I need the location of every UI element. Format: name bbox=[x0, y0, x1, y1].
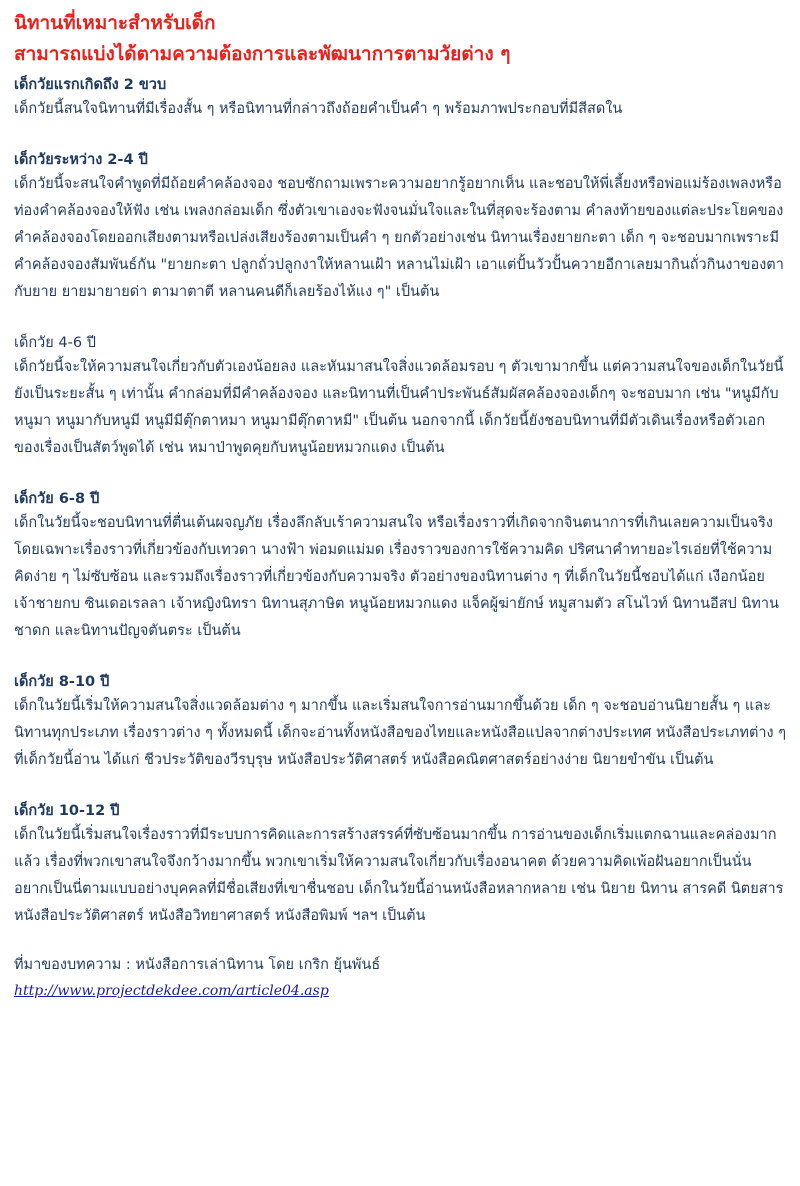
section-heading: เด็กวัย 6-8 ปี bbox=[14, 491, 100, 507]
section-text: เด็กในวัยนี้เริ่มสนใจเรื่องราวที่มีระบบการคิดและการสร้างสรรค์ที่ซับซ้อนมากขึ้น การอ่านของเด็กเริ่มแตกฉานและคล่องมากแล้ว เรื่องที่พวกเขาสนใจจึงกว้างมากขึ้น พวกเขาเริ่มให้ความสนใจเกี่ยวกับเรื่องอนาคต ด้วยความคิดเพ้อฝันอยากเป็นนั่น อยากเป็นนี่ตามแบบอย่างบุคคลที่มีชื่อเสียงที่เขาชื่นชอบ เด็กในวัยนี้อ่านหนังสือหลากหลาย เช่น นิยาย นิทาน สารคดี นิตยสาร หนังสือประวัติศาสตร์ หนังสือวิทยาศาสตร์ หนังสือพิมพ์ ฯลฯ เป็นต้น bbox=[14, 827, 784, 924]
section-text: เด็กวัยนี้จะสนใจคำพูดที่มีถ้อยคำคล้องจอง ชอบซักถามเพราะความอยากรู้อยากเห็น และชอบให้พี่เลี้ยงหรือพ่อแม่ร้องเพลงหรือท่องคำคล้องจองให้ฟัง เช่น เพลงกล่อมเด็ก ซึ่งตัวเขาเองจะฟังจนมั่นใจและในที่สุดจะร้องตาม คำลงท้ายของแต่ละประโยคของคำคล้องจองโดยออกเสียงตามหรือเปล่งเสียงร้องตามเป็นคำ ๆ ยกตัวอย่างเช่น นิทานเรื่องยายกะตา เด็ก ๆ จะชอบมากเพราะมีคำคล้องจองสัมพันธ์กัน "ยายกะตา ปลูกถั่วปลูกงาให้หลานเฝ้า หลานไม่เฝ้า เอาแต่ปั้นวัวปั้นควายอีกาเลยมากินถั่วกินงาของตากับยาย ยายมายายด่า ตามาตาตี หลานคนดีก็เลยร้องไห้แง ๆ" เป็นต้น bbox=[14, 176, 784, 300]
section-heading: เด็กวัย 4-6 ปี bbox=[14, 335, 96, 351]
spacer bbox=[14, 930, 786, 952]
section-text: เด็กในวัยนี้จะชอบนิทานที่ตื่นเต้นผจญภัย เรื่องลึกลับเร้าความสนใจ หรือเรื่องราวที่เกิดจากจินตนาการที่เกินเลยความเป็นจริง โดยเฉพาะเรื่องราวที่เกี่ยวข้องกับเทวดา นางฟ้า พ่อมดแม่มด เรื่องราวของการใช้ความคิด ปริศนาคำทายอะไรเอ่ยที่ใช้ความคิดง่าย ๆ ไม่ซับซ้อน และรวมถึงเรื่องราวที่เกี่ยวข้องกับความจริง ตัวอย่างของนิทานต่าง ๆ ที่เด็กในวัยนี้ชอบได้แก่ เงือกน้อย เจ้าชายกบ ซินเดอเรลลา เจ้าหญิงนิทรา นิทานสุภาษิต หนูน้อยหมวกแดง แจ็คผู้ฆ่ายักษ์ หมูสามตัว สโนไวท์ นิทานอีสป นิทานชาดก และนิทานปัญจตันตระ เป็นต้น bbox=[14, 515, 779, 639]
section-text: เด็กวัยนี้สนใจนิทานที่มีเรื่องสั้น ๆ หรือนิทานที่กล่าวถึงถ้อยคำเป็นคำ ๆ พร้อมภาพประกอบที่มีสีสดใน bbox=[14, 101, 623, 117]
article-subtitle: สามารถแบ่งได้ตามความต้องการและพัฒนาการตามวัยต่าง ๆ bbox=[14, 43, 511, 65]
section-heading: เด็กวัยแรกเกิดถึง 2 ขวบ bbox=[14, 77, 167, 93]
section-age-0-2 bbox=[14, 74, 786, 123]
spacer bbox=[14, 123, 786, 145]
spacer bbox=[14, 645, 786, 667]
source-credit: ที่มาของบทความ : หนังสือการเล่านิทาน โดย เกริก ยุ้นพันธ์ bbox=[14, 957, 381, 973]
article-title: นิทานที่เหมาะสำหรับเด็ก bbox=[14, 12, 216, 34]
section-text: เด็กวัยนี้จะให้ความสนใจเกี่ยวกับตัวเองน้อยลง และหันมาสนใจสิ่งแวดล้อมรอบ ๆ ตัวเขามากขึ้น แต่ความสนใจของเด็กในวัยนี้ยังเป็นระยะสั้น ๆ เท่านั้น คำกล่อมที่มีคำคล้องจอง และนิทานที่เป็นคำประพันธ์สัมผัสคล้องจองเด็กๆ จะชอบมาก เช่น "หนูมีกับหนูมา หนูมากับหนูมี หนูมีมีตุ๊กตาหมา หนูมามีตุ๊กตาหมี" เป็นต้น นอกจากนี้ เด็กวัยนี้ยังชอบนิทานที่มีตัวเดินเรื่องหรือตัวเอกของเรื่องเป็นสัตว์พูดได้ เช่น หมาป่าพูดคุยกับหนูน้อยหมวกแดง เป็นต้น bbox=[14, 359, 784, 456]
section-age-8-10 bbox=[14, 671, 786, 774]
source-link[interactable]: http://www.projectdekdee.com/article04.asp bbox=[14, 983, 329, 999]
spacer bbox=[14, 306, 786, 328]
section-age-10-12 bbox=[14, 800, 786, 930]
section-text: เด็กในวัยนี้เริ่มให้ความสนใจสิ่งแวดล้อมต่าง ๆ มากขึ้น และเริ่มสนใจการอ่านมากขึ้นด้วย เด็ก ๆ จะชอบอ่านนิยายสั้น ๆ และนิทานทุกประเภท เรื่องราวต่าง ๆ ทั้งหมดนี้ เด็กจะอ่านทั้งหนังสือของไทยและหนังสือแปลจากต่างประเทศ หนังสือประเภทต่าง ๆ ที่เด็กวัยนี้อ่าน ได้แก่ ชีวประวัติของวีรบุรุษ หนังสือประวัติศาสตร์ หนังสือคณิตศาสตร์อย่างง่าย นิยายขำขัน เป็นต้น bbox=[14, 698, 786, 768]
section-age-2-4 bbox=[14, 149, 786, 306]
section-heading: เด็กวัยระหว่าง 2-4 ปี bbox=[14, 152, 148, 168]
section-heading: เด็กวัย 10-12 ปี bbox=[14, 803, 120, 819]
spacer bbox=[14, 462, 786, 484]
section-heading: เด็กวัย 8-10 ปี bbox=[14, 674, 110, 690]
section-age-4-6 bbox=[14, 332, 786, 462]
section-age-6-8 bbox=[14, 488, 786, 645]
spacer bbox=[14, 774, 786, 796]
